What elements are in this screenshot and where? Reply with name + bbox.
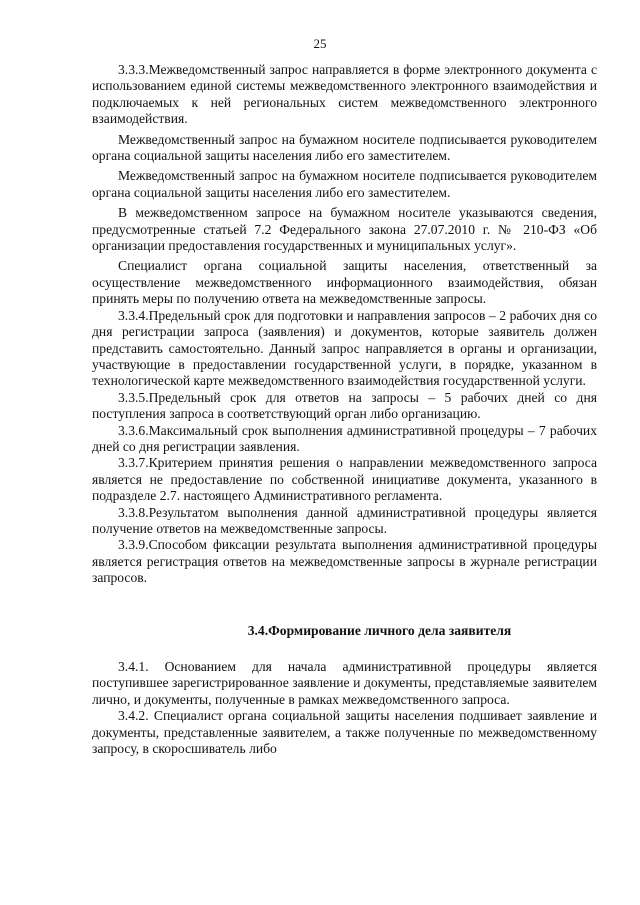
paragraph-3-3-5: 3.3.5.Предельный срок для ответов на запросы – 5 рабочих дней со дня поступления запроса в соответствующий орган либо организацию. <box>92 389 597 422</box>
document-body <box>92 62 597 757</box>
section-heading-3-4: 3.4.Формирование личного дела заявителя <box>247 622 512 638</box>
paragraph-3-3-3: 3.3.3.Межведомственный запрос направляется в форме электронного документа с использованием единой системы межведомственного электронного взаимодействия и подключаемых к ней региональных систем межведомственного электронного взаимодействия. <box>92 62 597 127</box>
page-number: 25 <box>313 36 327 51</box>
paragraph-3-4-2: 3.4.2. Специалист органа социальной защиты населения подшивает заявление и документы, представленные заявителем, а также полученные по межведомственному запросу, в скоросшиватель либо <box>92 708 597 757</box>
paragraph-paper-request-signature: Межведомственный запрос на бумажном носителе подписывается руководителем органа социальной защиты населения либо его заместителем. <box>92 131 597 164</box>
paragraph-3-3-4: 3.3.4.Предельный срок для подготовки и направления запросов – 2 рабочих дня со дня регистрации запроса (заявления) и документов, которые заявитель должен представить самостоятельно. Данный запрос направляется в органы и организации, участвующие в предоставлении государственной услуги, в порядке, указанном в технологической карте межведомственного взаимодействия государственной услуги. <box>92 307 597 389</box>
paragraph-3-3-8: 3.3.8.Результатом выполнения данной административной процедуры является получение ответов на межведомственные запросы. <box>92 504 597 536</box>
paragraph-specialist-responsibility: Специалист органа социальной защиты населения, ответственный за осуществление межведомственного информационного взаимодействия, обязан принять меры по получению ответа на межведомственные запросы. <box>92 258 597 307</box>
paragraph-3-3-7: 3.3.7.Критерием принятия решения о направлении межведомственного запроса является не предоставление по собственной инициативе документа, указанного в подразделе 2.7. настоящего Административного регламента. <box>92 455 597 504</box>
paragraph-3-3-9: 3.3.9.Способом фиксации результата выполнения административной процедуры является регистрация ответов на межведомственные запросы в журнале регистрации запросов. <box>92 537 597 586</box>
paragraph-3-3-6: 3.3.6.Максимальный срок выполнения административной процедуры – 7 рабочих дней со дня регистрации заявления. <box>92 422 597 454</box>
paragraph-3-4-1: 3.4.1. Основанием для начала административной процедуры является поступившее зарегистрированное заявление и документы, представляемые заявителем лично, и документы, полученные в рамках межведомственного запроса. <box>92 659 597 707</box>
paragraph-paper-request-content: В межведомственном запросе на бумажном носителе указываются сведения, предусмотренные статьей 7.2 Федерального закона 27.07.2010 г. № 210-ФЗ «Об организации предоставления государственных и муниципальных услуг». <box>92 205 597 254</box>
paragraph-paper-request-signature-repeat: Межведомственный запрос на бумажном носителе подписывается руководителем органа социальной защиты населения либо его заместителем. <box>92 168 597 200</box>
